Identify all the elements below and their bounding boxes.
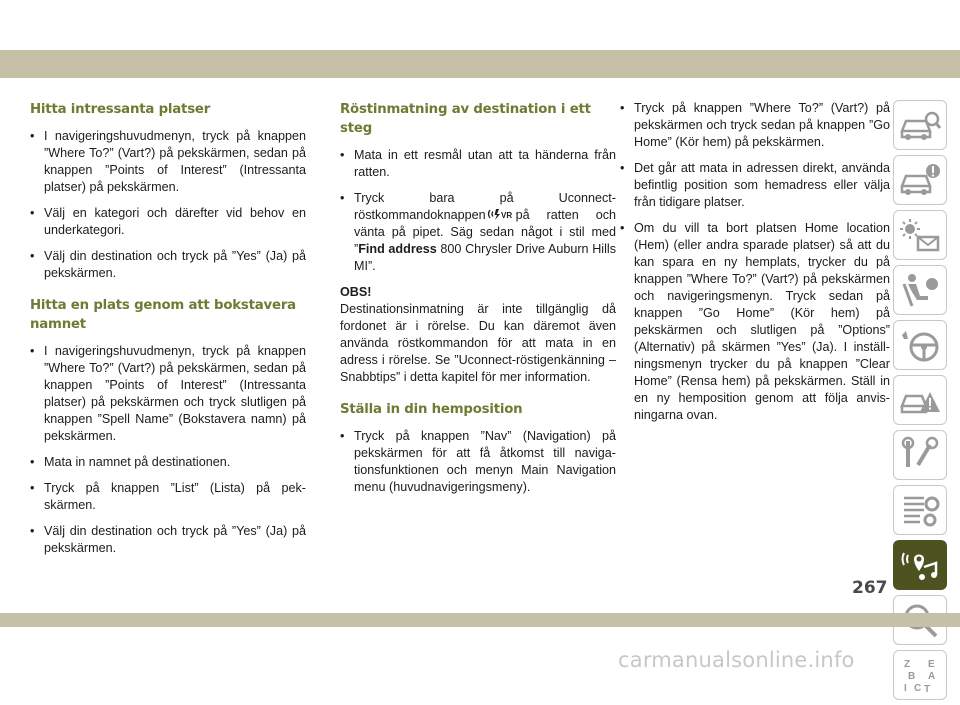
list-item: • Om du vill ta bort platsen Home location (Hem) (eller andra sparade platser) så att du kan spara en ny hemplats, trycker du på knappen ”Where To?” (Vart?) på pekskärmen och navigeringsmenyn. Tryck sedan på knappen ”Go Home” (Kör hem) på pekskärmen och slutligen på ”Options” (Alternativ) på skärmen ”Yes” (Ja). I inställningsmenyn trycker du på knappen ”Clear Home” (Rensa hem) på pekskärmen. Ställ in en ny hemposition genom att följa anvisningarna ovan. — [620, 220, 890, 424]
multimedia-icon — [898, 545, 942, 585]
list-item: • I navigeringshuvudmenyn, tryck på knappen ”Where To?” (Vart?) på pekskärmen, sedan på knappen ”Points of Interest” (Intressanta platser) på pekskärmen. — [30, 128, 306, 196]
index-letter: B — [908, 671, 916, 682]
column-left — [30, 100, 306, 566]
column-middle — [340, 100, 616, 505]
list-item: • Det går att mata in adressen direkt, använda befintlig position som hemadress eller välja från tidigare platser. — [620, 160, 890, 211]
tab-car-search[interactable] — [893, 100, 947, 150]
text-run: Tryck bara på Uconnect-röstkommandoknappen — [354, 191, 616, 222]
steering-wheel-icon — [898, 325, 942, 365]
tab-airbag[interactable] — [893, 265, 947, 315]
warning-triangle-icon — [898, 380, 942, 420]
list-item: • Tryck på knappen ”Nav” (Navigation) på pekskärmen för att få åtkomst till navigationsfunktionen och menyn Main Navigation menu (huvudnavigeringsmeny). — [340, 428, 616, 496]
heading-one-step-voice-entry: Röstinmatning av destination i ett steg — [340, 102, 591, 136]
list-item: • Mata in namnet på destinationen. — [30, 454, 306, 471]
index-letter: E — [928, 659, 935, 670]
svg-text:VR: VR — [500, 211, 512, 220]
airbag-icon — [898, 270, 942, 310]
column-right — [620, 100, 890, 433]
text-bold: Find address — [358, 242, 437, 256]
voice-command-vr-icon — [486, 207, 516, 221]
list-item: • Mata in ett resmål utan att ta händerna från ratten. — [340, 147, 616, 181]
car-info-icon — [898, 160, 942, 200]
tab-steering-wheel[interactable] — [893, 320, 947, 370]
text-run: 800 Chrysler Drive Auburn Hills MI”. — [354, 242, 616, 273]
heading-home-position: Ställa in din hemposition — [340, 402, 523, 417]
tab-multimedia[interactable] — [893, 540, 947, 590]
list-item: • Tryck på knappen ”List” (Lista) på pekskärmen. — [30, 480, 306, 514]
tab-spec-list[interactable] — [893, 485, 947, 535]
heading-points-of-interest: Hitta intressanta platser — [30, 102, 211, 117]
watermark: carmanualsonline.info — [618, 648, 855, 672]
car-search-icon — [898, 105, 942, 145]
index-letter: Z — [904, 659, 911, 670]
index-letter: T — [924, 684, 931, 695]
wrench-icon — [898, 435, 942, 475]
list-item: • Välj din destination och tryck på ”Yes” (Ja) på pekskärmen. — [30, 523, 306, 557]
top-band — [0, 50, 960, 78]
note-text: Destinationsinmatning är inte tillgänglig då fordonet är i rörelse. Du kan däremot även använda röstkommandon för att mata in en adress i rörelse. Se ”Uconnect-röstigenkänning – Snabbtips” i detta kapitel för mer information. — [340, 302, 616, 384]
tab-dashboard-lights[interactable] — [893, 210, 947, 260]
tab-warning-triangle[interactable] — [893, 375, 947, 425]
tab-car-info[interactable] — [893, 155, 947, 205]
list-item — [340, 190, 616, 275]
tab-index[interactable] — [893, 650, 947, 700]
index-letter: A — [928, 671, 936, 682]
page-number: 267 — [852, 578, 888, 598]
index-letters-icon — [898, 655, 942, 695]
dashboard-lights-icon — [898, 215, 942, 255]
note-label: OBS! — [340, 285, 372, 299]
list-item: • Tryck på knappen ”Where To?” (Vart?) på pekskärmen och tryck sedan på knappen ”Go Home” (Kör hem) på pekskärmen. — [620, 100, 890, 151]
heading-spell-name: Hitta en plats genom att bokstavera namnet — [30, 298, 296, 332]
list-item: • Välj din destination och tryck på ”Yes” (Ja) på pekskärmen. — [30, 248, 306, 282]
list-item: • I navigeringshuvudmenyn, tryck på knappen ”Where To?” (Vart?) på pekskärmen, sedan på knappen ”Points of Interest” (Intressanta platser) på pekskärmen och tryck slutligen på knappen ”Spell Name” (Bokstavera namn) på pekskärmen. — [30, 343, 306, 445]
index-letter: C — [914, 683, 922, 694]
index-letter: I — [904, 683, 907, 694]
tab-wrench[interactable] — [893, 430, 947, 480]
bottom-band — [0, 613, 960, 627]
text-run: på ratten och vänta på pipet. Säg sedan något i stil med ” — [354, 208, 616, 256]
spec-list-icon — [898, 490, 942, 530]
list-item: • Välj en kategori och därefter vid behov en underkategori. — [30, 205, 306, 239]
